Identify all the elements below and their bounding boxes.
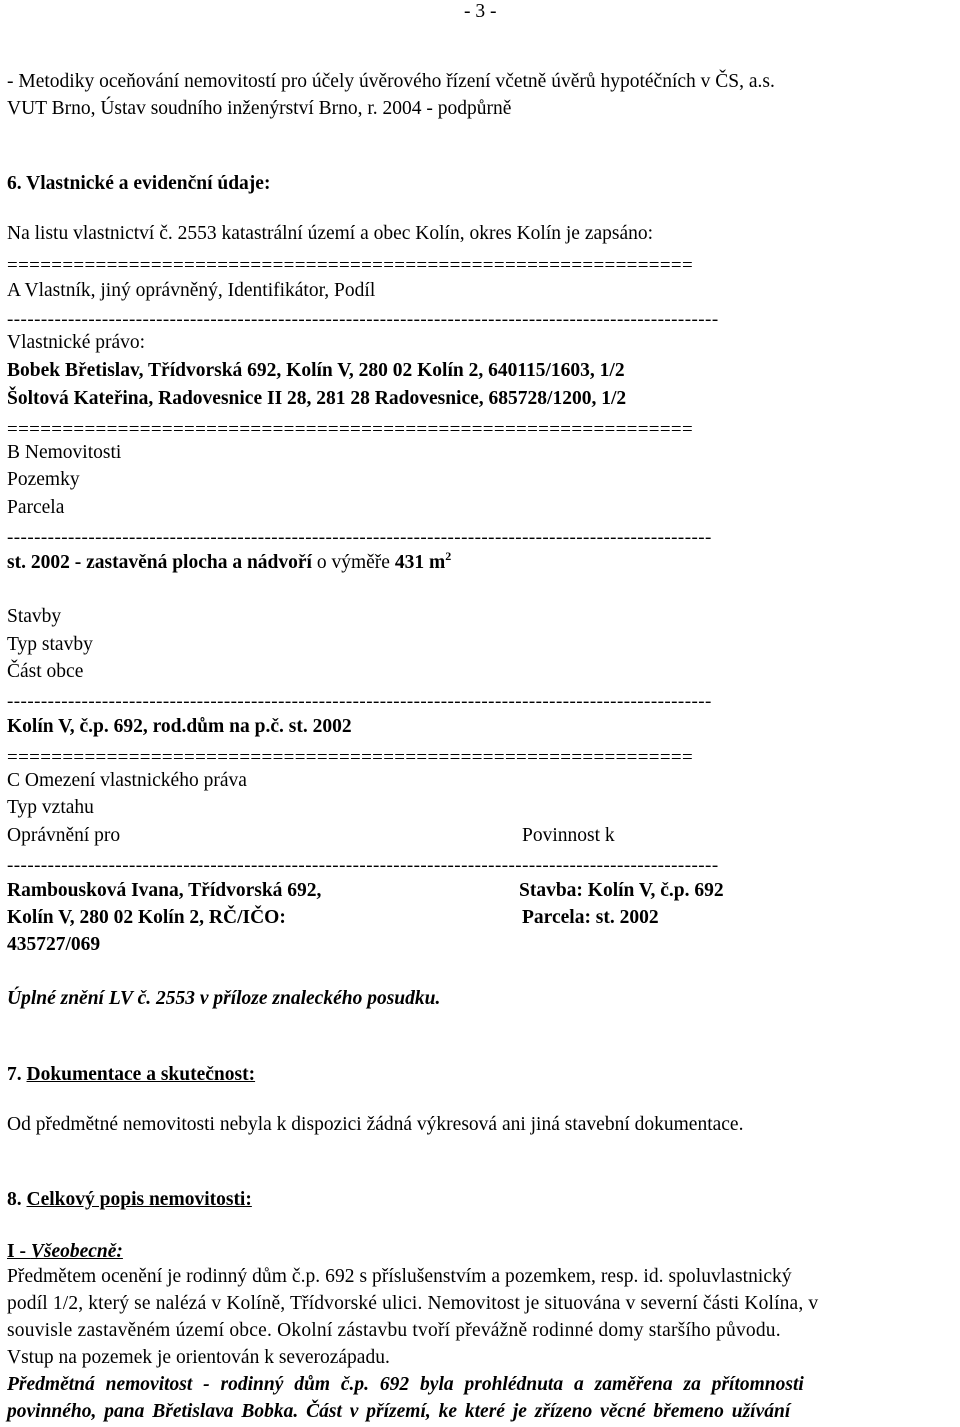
- parcel-area-label: o výměře: [311, 552, 395, 573]
- cast-obce-label: Část obce: [7, 661, 84, 682]
- section-7-title: [7, 1063, 255, 1087]
- rule-equals: ==============================================================: [7, 419, 694, 440]
- building-row: Kolín V, č.p. 692, rod.dům na p.č. st. 2002: [7, 716, 352, 737]
- reference-line-2: VUT Brno, Ústav soudního inženýrství Brno, r. 2004 - podpůrně: [7, 98, 512, 119]
- povinnost-k-label: Povinnost k: [522, 825, 615, 846]
- paragraph-line: povinného, pana Břetislava Bobka. Část v přízemí, ke které je zřízeno věcné břemeno užívání: [7, 1401, 791, 1422]
- subsection-general: [7, 1240, 123, 1264]
- rule-dash: ---------------------------------------------------------------------------------------------------------: [7, 855, 719, 876]
- owner-2: Šoltová Kateřina, Radovesnice II 28, 281 28 Radovesnice, 685728/1200, 1/2: [7, 388, 627, 409]
- rule-dash: ---------------------------------------------------------------------------------------------------------: [7, 309, 719, 330]
- paragraph-line: Vstup na pozemek je orientován k severozápadu.: [7, 1347, 390, 1368]
- section-8-number: 8.: [7, 1189, 27, 1210]
- opravneni-pro-label: Oprávnění pro: [7, 825, 121, 846]
- rule-equals: ==============================================================: [7, 255, 694, 276]
- beneficiary-line-2: Kolín V, 280 02 Kolín 2, RČ/IČO:: [7, 907, 286, 928]
- paragraph-line: podíl 1/2, který se nalézá v Kolíně, Třídvorské ulici. Nemovitost je situována v severní části Kolína, v: [7, 1293, 819, 1314]
- owner-1: Bobek Břetislav, Třídvorská 692, Kolín V, 280 02 Kolín 2, 640115/1603, 1/2: [7, 360, 625, 381]
- paragraph-line: Předmětem ocenění je rodinný dům č.p. 692 s příslušenstvím a pozemkem, resp. id. spoluvlastnický: [7, 1266, 792, 1287]
- rule-equals: ==============================================================: [7, 747, 694, 768]
- beneficiary-line-1: Rambousková Ivana, Třídvorská 692,: [7, 880, 322, 901]
- paragraph-line: souvisle zastavěném území obce. Okolní zástavbu tvoří převážně rodinné domy staršího původu.: [7, 1320, 781, 1341]
- section-7-heading: Dokumentace a skutečnost:: [26, 1064, 256, 1085]
- parcel-area-unit-sup: 2: [445, 549, 452, 563]
- section-b-heading: B Nemovitosti: [7, 442, 122, 463]
- section-a-heading: A Vlastník, jiný oprávněný, Identifikátor, Podíl: [7, 280, 376, 301]
- pozemky-label: Pozemky: [7, 469, 80, 490]
- section-8-title: [7, 1188, 252, 1212]
- parcela-label: Parcela: [7, 497, 65, 518]
- paragraph-line: Předmětná nemovitost - rodinný dům č.p. 692 byla prohlédnuta a zaměřena za přítomnosti: [7, 1374, 804, 1395]
- ownership-right-label: Vlastnické právo:: [7, 332, 146, 353]
- section-6-title: 6. Vlastnické a evidenční údaje:: [7, 173, 271, 194]
- subsection-title: Všeobecně:: [30, 1241, 123, 1262]
- parcel-area: 431 m: [394, 552, 446, 573]
- obligation-line-1: Stavba: Kolín V, č.p. 692: [519, 880, 724, 901]
- parcel-row: [7, 551, 451, 575]
- subsection-prefix: I -: [7, 1241, 31, 1262]
- typ-stavby-label: Typ stavby: [7, 634, 93, 655]
- reference-line-1: - Metodiky oceňování nemovitostí pro účely úvěrového řízení včetně úvěrů hypotéčních v ČS, a.s.: [7, 71, 775, 92]
- beneficiary-line-3: 435727/069: [7, 934, 101, 955]
- rule-dash: --------------------------------------------------------------------------------------------------------: [7, 527, 712, 548]
- stavby-label: Stavby: [7, 606, 62, 627]
- section-c-heading: C Omezení vlastnického práva: [7, 770, 247, 791]
- section-8-heading: Celkový popis nemovitosti:: [26, 1189, 252, 1210]
- full-text-note: Úplné znění LV č. 2553 v příloze znaleckého posudku.: [7, 988, 441, 1009]
- obligation-line-2: Parcela: st. 2002: [522, 907, 659, 928]
- typ-vztahu-label: Typ vztahu: [7, 797, 94, 818]
- section-7-number: 7.: [7, 1064, 27, 1085]
- rule-dash: --------------------------------------------------------------------------------------------------------: [7, 691, 712, 712]
- lv-intro: Na listu vlastnictví č. 2553 katastrální území a obec Kolín, okres Kolín je zapsáno:: [7, 223, 654, 244]
- page-number: - 3 -: [464, 1, 497, 22]
- parcel-designation: st. 2002 - zastavěná plocha a nádvoří: [7, 552, 312, 573]
- section-7-text: Od předmětné nemovitosti nebyla k dispozici žádná výkresová ani jiná stavební dokumentace.: [7, 1114, 744, 1135]
